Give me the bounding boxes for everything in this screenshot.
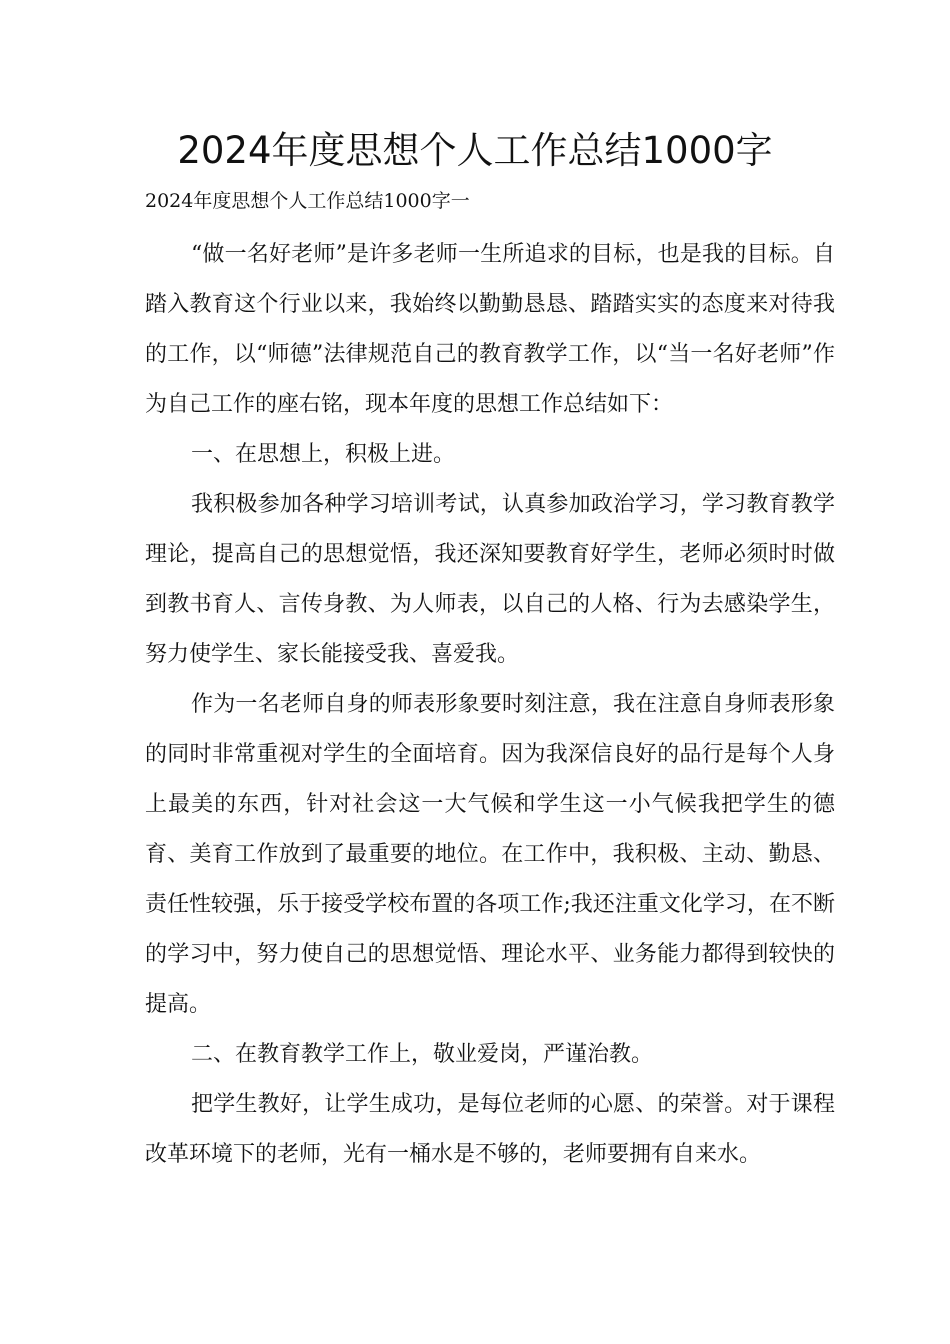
- paragraph-intro: “做一名好老师”是许多老师一生所追求的目标，也是我的目标。自踏入教育这个行业以来，我始终以勤勤恳恳、踏踏实实的态度来对待我的工作，以“师德”法律规范自己的教育教学工作，以“当一名好老师”作为自己工作的座右铭，现本年度的思想工作总结如下：: [145, 242, 835, 417]
- section-heading-2: 二、在教育教学工作上，敬业爱岗，严谨治教。: [191, 1042, 654, 1067]
- paragraph-image: 作为一名老师自身的师表形象要时刻注意，我在注意自身师表形象的同时非常重视对学生的全面培育。因为我深信良好的品行是每个人身上最美的东西，针对社会这一大气候和学生这一小气候我把学生的德育、美育工作放到了最重要的地位。在工作中，我积极、主动、勤恳、责任性较强，乐于接受学校布置的各项工作;我还注重文化学习，在不断的学习中，努力使自己的思想觉悟、理论水平、业务能力都得到较快的提高。: [145, 692, 835, 1017]
- paragraph-study: 我积极参加各种学习培训考试，认真参加政治学习，学习教育教学理论，提高自己的思想觉悟，我还深知要教育好学生，老师必须时时做到教书育人、言传身教、为人师表，以自己的人格、行为去感染学生，努力使学生、家长能接受我、喜爱我。: [145, 492, 835, 667]
- document-body: [145, 230, 835, 1180]
- section-heading-1: 一、在思想上，积极上进。: [191, 442, 456, 467]
- document-title: 2024年度思想个人工作总结1000字: [177, 129, 773, 172]
- paragraph-teaching: 把学生教好，让学生成功，是每位老师的心愿、的荣誉。对于课程改革环境下的老师，光有一桶水是不够的，老师要拥有自来水。: [145, 1092, 835, 1167]
- document-subtitle: 2024年度思想个人工作总结1000字一: [145, 190, 470, 212]
